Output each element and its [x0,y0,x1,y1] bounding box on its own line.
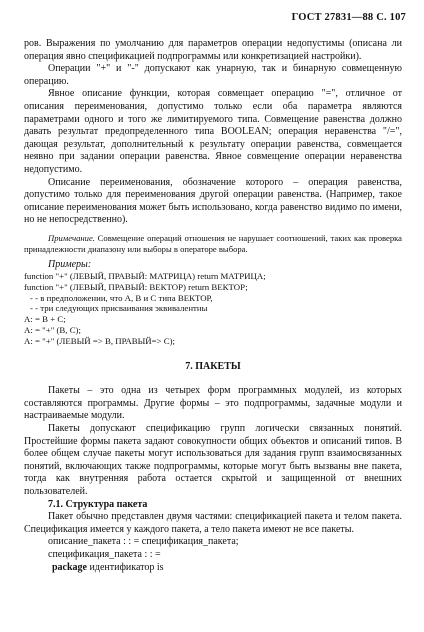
keyword: package [52,561,87,573]
code-line: function "+" (ЛЕВЫЙ, ПРАВЫЙ: ВЕКТОР) return ВЕКТОР; [24,281,248,292]
section-paragraph: Пакеты допускают спецификацию групп логически связанных понятий. Простейшие формы пакета задают совокупности общих объектов и описаний типов. В более общем случае пакеты могут использоваться для задания групп взаимосвязанных понятий, включающих также подпрограммы, которые могут быть вызваны вне пакета, тогда как внутренняя работа остается скрытой и защищенной от внешних пользователей. [24,423,402,498]
section-title: 7. ПАКЕТЫ [185,360,241,372]
code-line: A: = "+" (B, C); [24,325,81,336]
page-header: ГОСТ 27831—88 С. 107 [291,12,406,23]
subsection-title: 7.1. Структура пакета [48,498,148,510]
section-paragraph: Пакеты – это одна из четырех форм программных модулей, из которых составляются программы. Другие формы – это подпрограммы, задачные модули и настраиваемые модули. [24,385,402,422]
code-line: function "+" (ЛЕВЫЙ, ПРАВЫЙ: МАТРИЦА) return МАТРИЦА; [24,271,266,282]
syntax-rule: спецификация_пакета : : = [48,548,161,560]
code-line: A: = B + C; [24,314,66,325]
document-body [24,38,402,574]
syntax-rule [24,562,402,575]
paragraph-continuation: ров. Выражения по умолчанию для параметров операции недопустимы (описана ли операция явно спецификацией подпрограммы или конкретизацией настройки). [24,38,402,62]
note-label: Примечание. [48,232,95,243]
syntax-rule: описание_пакета : : = спецификация_пакета; [48,536,239,548]
code-comment: - - три следующих присваивания эквивалентны [30,303,208,314]
code-line: A: = "+" (ЛЕВЫЙ => B, ПРАВЫЙ=> C); [24,335,175,346]
paragraph-renaming: Описание переименования, обозначение которого – операция равенства, допустимо только для переименования другой операции равенства. (Например, такое описание переименования может быть использовано, когда равенство видимо по имени, но не непосредственно). [24,176,402,226]
subsection-paragraph: Пакет обычно представлен двумя частями: спецификацией пакета и телом пакета. Спецификация имеется у каждого пакета, а тело пакета имеют не все пакеты. [24,511,402,535]
examples-code [24,271,402,347]
note-text: Совмещение операций отношения не нарушает соотношений, таких как проверка принадлежности диапазону или выборы в операторе выбора. [24,232,402,254]
code-comment: - - в предположении, что A, B и C типа ВЕКТОР, [30,292,213,303]
examples-title: Примеры: [48,258,92,270]
paragraph-equality-overload: Явное описание функции, которая совмещает операцию "=", отличное от описания переименования, допустимо только если оба параметра являются параметрами одного и того же лимитируемого типа. Совмещение равенства должно давать результат предопределенного типа BOOLEAN; операция неравенства "/=", дающая результат, дополнительный к результату операции равенства, совмещается неявно при задании операции равенства. Явное совмещение операции неравенства недопустимо. [24,88,402,175]
paragraph-unary-binary: Операции "+" и "-" допускают как унарную, так и бинарную совмещенную операцию. [24,63,402,87]
syntax-text: идентификатор is [87,561,164,573]
note [24,233,402,255]
